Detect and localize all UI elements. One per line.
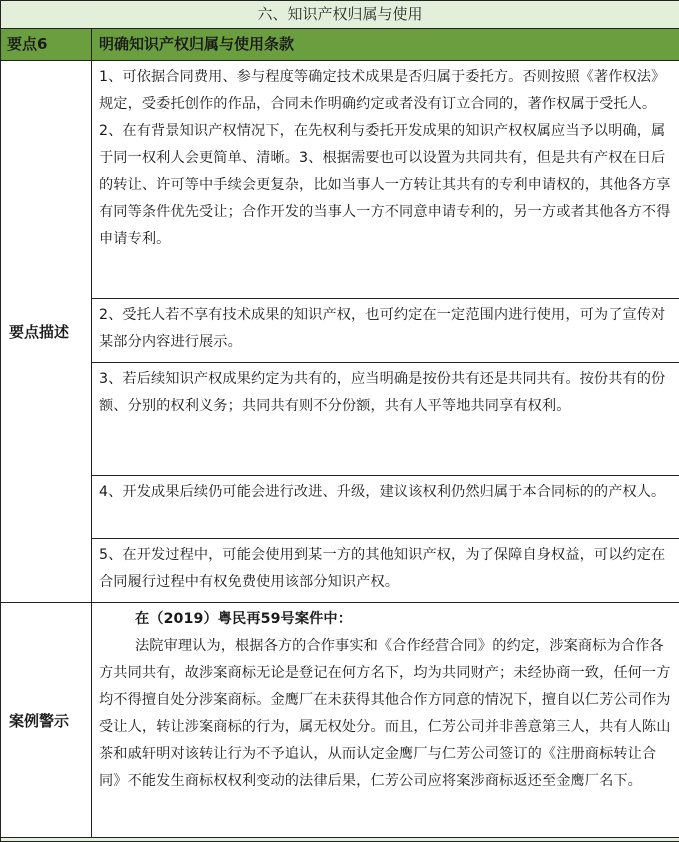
description-item-5: 5、在开发过程中，可能会使用到某一方的其他知识产权，为了保障自身权益，可以约定在合同履行过程中有权免费使用该部分知识产权。 (92, 539, 679, 603)
description-row-1 (1, 61, 679, 299)
section-title-row (1, 1, 679, 29)
description-row-5 (1, 539, 679, 603)
case-heading: 在（2019）粤民再59号案件中： (99, 606, 671, 633)
description-item-4: 4、开发成果后续仍可能会进行改进、升级，建议该权利仍然归属于本合同标的的产权人。 (92, 476, 679, 539)
description-item-2: 2、受托人若不享有技术成果的知识产权，也可约定在一定范围内进行使用，可为了宣传对某部分内容进行展示。 (92, 299, 679, 363)
case-row (1, 603, 679, 838)
case-body: 法院审理认为，根据各方的合作事实和《合作经营合同》的约定，涉案商标为合作各方共同共有，故涉案商标无论是登记在何方名下，均为共同财产；未经协商一致，任何一方均不得擅自处分涉案商标。金鹰厂在未获得其他合作方同意的情况下，擅自以仁芳公司作为受让人，转让涉案商标的行为，属无权处分。而且，仁芳公司并非善意第三人，共有人陈山茶和戚轩明对该转让行为不予追认，从而认定金鹰厂与仁芳公司签订的《注册商标转让合同》不能发生商标权权利变动的法律后果，仁芳公司应将案涉商标返还至金鹰厂名下。 (99, 633, 671, 795)
description-item-3: 3、若后续知识产权成果约定为共有的，应当明确是按份共有还是共同共有。按份共有的份额、分别的权利义务；共同共有则不分份额，共有人平等地共同享有权利。 (92, 363, 679, 476)
case-content (92, 603, 679, 838)
description-label: 要点描述 (1, 61, 92, 603)
description-row-4 (1, 476, 679, 539)
point-title: 明确知识产权归属与使用条款 (92, 29, 679, 61)
description-item-1: 1、可依据合同费用、参与程度等确定技术成果是否归属于委托方。否则按照《著作权法》规定，受委托创作的作品，合同未作明确约定或者没有订立合同的，著作权属于受托人。2、在有背景知识产权情况下，在先权利与委托开发成果的知识产权权属应当予以明确，属于同一权利人会更简单、清晰。3、根据需要也可以设置为共同共有，但是共有产权在日后的转让、许可等中手续会更复杂，比如当事人一方转让其共有的专利申请权的，其他各方享有同等条件优先受让；合作开发的当事人一方不同意申请专利的，另一方或者其他各方不得申请专利。 (92, 61, 679, 299)
bottom-strip-cell (1, 838, 679, 842)
description-row-3 (1, 363, 679, 476)
header-row (1, 29, 679, 61)
section-title: 六、知识产权归属与使用 (1, 1, 679, 29)
point-label: 要点6 (1, 29, 92, 61)
description-row-2 (1, 299, 679, 363)
case-label: 案例警示 (1, 603, 92, 838)
bottom-strip (1, 838, 679, 842)
